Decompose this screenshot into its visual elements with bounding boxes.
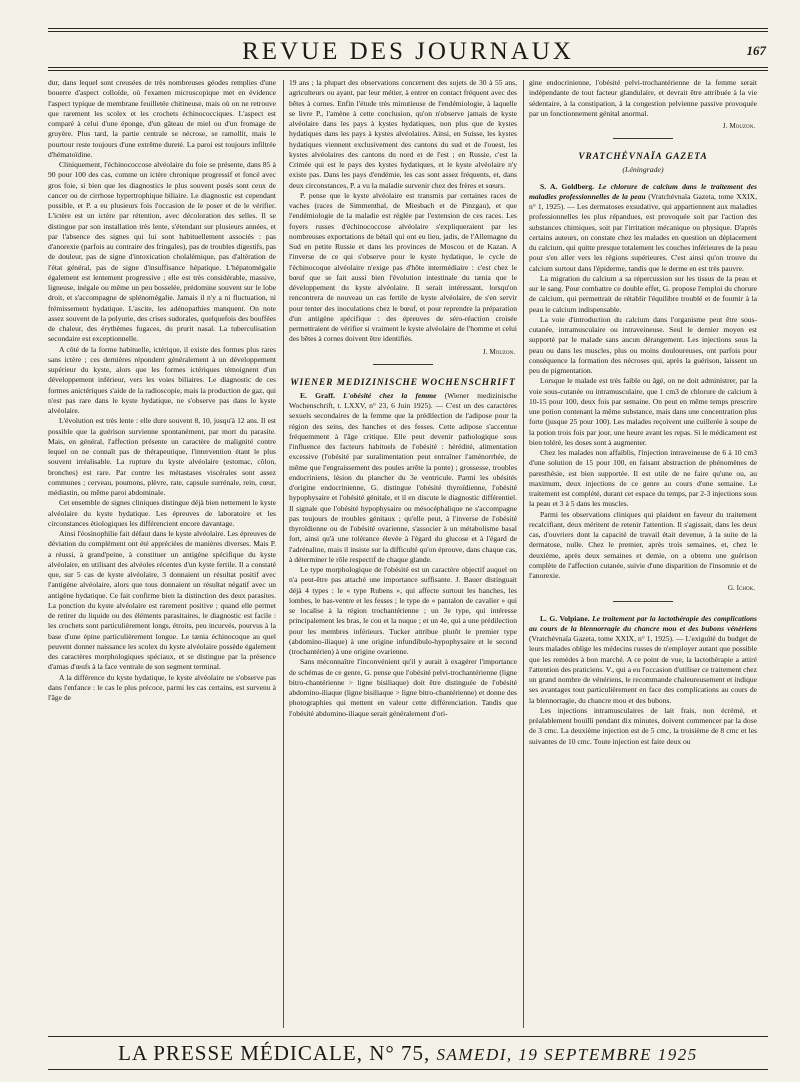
article-reference: (Vratchévnaïa Gazeta, tome XXIX, n° 1, 1925). [529, 634, 674, 643]
section-title: VRATCHÉVNAÏA GAZETA [578, 152, 708, 163]
paragraph: Ainsi l'éosinophilie fait défaut dans le kyste alvéolaire. Les épreuves de déviation du complément ont été appréciées de manières diverses. Mais P. a réussi, à grand'peine, à constituer un antigène spécifique du kyste alvéolaire, en utilisant des alvéoles récentes d'un kyste fertile. Il a constaté que, sur 5 cas de kyste alvéolaire, 3 donnaient un résultat positif avec l'antigène alvéolaire, alors que tous donnaient un résultat négatif avec un antigène hydatique. Ce fait confirme bien la distinction des deux parasites. La ponction du kyste alvéolaire est rarement positive ; quand elle permet de retirer du liquide ou des éléments parasitaires, le diagnostic est facile : les crochets sont particulièrement longs, étroits, peu incurvés, pourvus à la base d'une épine particulièrement longue. Le tænia échinocoque au quel peuvent donner naissance les scolex du kyste alvéolaire possède également des caractères morphologiques spéciaux, et se distingue par la présence d'amas d'œufs à la face ventrale de son segment terminal. [48, 529, 276, 672]
article-author: L. G. Volpiane. [540, 613, 590, 623]
paragraph: P. pense que le kyste alvéolaire est transmis par certaines races de vaches (races de Simmenthal, de Miesbach et de Pinzgau), et que l'endémiologie de la maladie est réglée par l'extension de ces races. Les foyers russes d'échinococcose alvéolaire s'expliqueraient par les nombreuses exportations de bétail qui ont eu lieu, jadis, de l'Allemagne du Sud en petite Russie et dans les provinces de Moscou et de Kazan. A l'inverse de ce qui s'observe pour le kyste hydatique, le cycle de l'échinocoque alvéolaire n'exige pas d'hôte intermédiaire : c'est chez le bœuf que se fait aussi bien l'évolution intestinale du tænia que le développement du kyste alvéolaire. Il serait intéressant, lorsqu'on rencontrera de nouveau un cas fertile de kyste alvéolaire, de s'en servir pour tenter des inoculations chez le bœuf, et pour reprendre la préparation d'un antigène spécifique : des épreuves de séro-réaction croisée permettraient de vérifier si vraiment le kyste alvéolaire de l'homme et celui des bêtes à cornes doivent être identifiés. [289, 190, 517, 344]
paragraph: Sans méconnaître l'inconvénient qu'il y aurait à exagérer l'importance de schémas de ce genre, G. pense que l'obésité pelvi-trochantérienne (ligne bitro-chantérienne > ligne bisiliaque) doit être distinguée de l'obésité abdomino-iliaque (ligne bisiliaque > ligne bitro-chantérienne) et donne des photographies qui mettent en valeur cette différenciation. Tandis que l'obésité abdomino-iliaque serait généralement d'ori- [289, 657, 517, 718]
article-intro: — C'est un des caractères sexuels secondaires de la femme que la prédilection de l'adipose pour la région des seins, des hanches et des fesses. Cette adipose s'accentue fréquemment à l'âge critique. Elle peut devenir pathologique sous l'influence des facteurs habituels de l'obésité : hérédité, alimentation excessive (l'obésité par suralimentation peut entraîner l'aménorrhée, de même que l'engraissement des poules arrête la ponte) ; grossesse, troubles endocriniens, lésion du plancher du 3e ventricule. Parmi les obésités d'origine endocrinienne, G. distingue l'obésité thyroïdienne, l'obésité hypophysaire et l'obésité génitale, et il en discute le diagnostic différentiel. Il signale que l'obésité hypophysaire ou mésocéphalique ne s'accompagne pas toujours de troubles génitaux ; qu'elle peut, à l'inverse de l'obésité thyroïdienne ou de l'obésité ovarienne, s'associer à un métabolisme basal fort, ainsi qu'à une tolérance élevée à l'égard du glucose et à l'égard de l'adrénaline, mais il insiste sur la difficulté qu'on éprouve, dans chaque cas, à déterminer le rôle respectif de chaque glande. [289, 401, 517, 564]
paragraph: La voie d'introduction du calcium dans l'organisme peut être sous-cutanée, intramusculaire ou intraveineuse. Seul le dernier moyen est supporté par le malade sans aucun dérangement. Les injections sous la peau ou dans les muscles, plus ou moins douloureuses, ont parfois pour conséquence la formation des nécroses qui, après la guérison, laissent un peu de pigmentation. [529, 314, 757, 375]
article-author: E. Graff. [300, 390, 335, 400]
header-rule-top [48, 28, 768, 29]
footer-date: SAMEDI, 19 SEPTEMBRE 1925 [436, 1045, 698, 1064]
footer [48, 1041, 768, 1066]
column-2 [289, 78, 517, 1030]
article-title: Le chlorure de calcium dans le traitement des maladies professionnelles de la peau [529, 181, 757, 201]
author-signature: J. Mouzon. [722, 122, 755, 130]
article-title: Le traitement par la lactothérapie des complications au cours de la blennorragie du chancre mou et des bubons vénériens [529, 613, 757, 633]
paragraph: Cet ensemble de signes cliniques distingue déjà bien nettement le kyste alvéolaire du kyste hydatique. Les épreuves de laboratoire et les circonstances étiologiques les différencient encore davantage. [48, 498, 276, 528]
article-intro: — Les dermatoses exsudative, qui appartiennent aux maladies professionnelles les plus répandues, est provoquée soit par l'action des substances chimiques, soit par l'irritation mécanique ou physique. D'après certains auteurs, on constate chez les malades en question un déplacement du calcium, qui quitte presque totalement les couches inférieures de la peau pour s'en aller vers les régions supérieures. C'est ainsi qu'on trouve du calcium surtout dans l'épiderme, tandis que le derme en est très pauvre. [529, 202, 757, 273]
column-1 [48, 78, 276, 1030]
paragraph: Parmi les observations cliniques qui plaident en faveur du traitement recalcifiant, deux méritent de retenir l'attention. Il s'agissait, dans les deux cas, d'ouvriers dont la capacité de travail était devenue, à la suite de la dermatose, nulle. Chez le premier, après trois semaines, et, chez le deuxième, après deux semaines et demie, on a obtenu une guérison complète de l'affection cutanée, suivie d'une disparition de l'insomnie et de l'anorexie. [529, 509, 757, 580]
article-reference: (Vratchévnaïa Gazeta, tome XXIX, n° 1, 1925). [529, 191, 757, 211]
journal-title: REVUE DES JOURNAUX [242, 38, 574, 65]
section-rule [613, 138, 673, 139]
header-rule-top-inner [48, 31, 768, 32]
article-paragraph [289, 391, 517, 565]
paragraph: La migration du calcium a sa répercussion sur les tissus de la peau et sur le sang. Pour combattre ce double effet, G. propose l'emploi du chorure de calcium, qui permettrait de rétablir l'équilibre troublé et de fournir à la peau le calcium indispensable. [529, 273, 757, 314]
column-divider-2 [523, 80, 524, 1028]
paragraph: 19 ans ; la plupart des observations concernent des sujets de 30 à 55 ans, agriculteurs ou ayant, par leur métier, à entrer en contact fréquent avec des bêtes à cornes. Enfin l'étude très minutieuse de l'endémiologie, à laquelle se livre P., l'amène à cette conclusion, qu'on n'observe jamais de kyste alvéolaire dans les pays à kystes hydatiques, non plus que de kystes hydatiques dans les pays à kystes alvéolaires. Ainsi, en Suisse, les kystes hydatiques viennent exclusivement des cantons du sud et de l'ouest, les kystes alvéolaires des cantons du nord et de l'est ; en Russie, c'est la Crimée qui est le pays des kystes hydatiques, et le kyste alvéolaire n'y existe pas. Dans les pays d'endémie, les cas sont assez fréquents, et, dans deux circonstances, P. a vu la maladie survenir chez des frères et sœurs. [289, 78, 517, 190]
article-title: L'obésité chez la femme [343, 390, 437, 400]
footer-rule-bottom [48, 1069, 768, 1070]
paragraph: Chez les malades non affaiblis, l'injection intraveineuse de 6 à 10 cm3 d'une solution de 15 pour 100, en faisant abstraction de phénomènes de paresthésie, est bien supportée. Il est utile de ne faire qu'une ou, au maximum, deux injections de ce genre au cours d'une semaine. Le traitement est complété, durant cet espace du temps, par 2-3 injections sous la peau et 3 à 5 dans les muscles. [529, 448, 757, 509]
paragraph: Le type morphologique de l'obésité est un caractère objectif auquel on n'a peut-être pas attaché une importance suffisante. J. Bauer distinguait déjà 4 types : le « type Rubens », qui affecte surtout les hanches, les lombes, le bas-ventre et les fesses ; le type de « pantalon de cavalier » qui se localise à la région trochantérienne ; un 3e type, qui intéresse principalement les bras, le cou et la nuque ; et un 4e, qui a une prédilection pour les membres inférieurs. Tucker attribue plutôt le premier type (abdomino-iliaque) à une origine infundibulo-hypophysaire et le second (trochantérien) à une origine ovarienne. [289, 565, 517, 656]
article-intro: — L'exiguïté du budget de leurs malades oblige les médecins russes de n'employer autant que possible que les remèdes à bon marché. A ce point de vue, la lactothérapie a attiré l'attention des praticiens. V., qui a eu l'occasion d'utiliser ce traitement chez un grand nombre de vénériens, le recommande chaleureusement et indique ses avantages tout particulièrement en face des complications au cours de la blennorragie, du chancre mou et des bubons. [529, 634, 757, 705]
paragraph: Cliniquement, l'échinococcose alvéolaire du foie se présente, dans 85 à 90 pour 100 des cas, comme un ictère chronique progressif et foncé avec gros foie, si bien que les diagnostics le plus souvent posés sont ceux de cancer ou de cirrhose hypertrophique biliaire. Le diagnostic est cependant possible, et P. a eu plusieurs fois l'occasion de le poser et de le vérifier. L'ictère est un ictère par rétention, avec décoloration des selles. Il se distingue par son installation très lente, s'étendant sur plusieurs années, et par l'absence des signes qui lui sont habituellement associés : pas d'anorexie (parfois au contraire des fringales), pas de troubles digestifs, pas de douleur, pas de signe d'intoxication cholalémique, pas d'altération de l'état général, pas de signe d'insuffisance hépatique. L'hépatomégalie également est lentement progressive ; elle est très considérable, massive, ligneuse, inégale ou même un peu bosselée, prédomine souvent sur le lobe droit, et s'accompagne de splénomégalie. Jamais il n'y a ni fluctuation, ni frémissement hydatique. L'ascite, les adénopathies manquent. On note assez souvent de la polyurie, des crises sudorales, quelquefois des bouffées de chaleur, des érythèmes fugaces, du prurit nasal. La tuberculisation secondaire est exceptionnelle. [48, 160, 276, 344]
paragraph: gine endocrinienne, l'obésité pelvi-trochantérienne de la femme serait indépendante de tout facteur glandulaire, et devrait être attribuée à la vie sédentaire, à la constipation, à la congestion pelvienne passive provoquée par un fonctionnement génital anormal. [529, 78, 757, 118]
footer-publication: LA PRESSE MÉDICALE, N° 75, [118, 1041, 431, 1065]
article-paragraph [529, 182, 757, 274]
author-signature: G. Ichok. [727, 584, 755, 593]
article-paragraph [529, 614, 757, 706]
section-title: WIENER MEDIZINISCHE WOCHENSCHRIFT [290, 377, 516, 388]
header-rule-bottom-inner [48, 70, 768, 71]
paragraph: dur, dans lequel sont creusées de très nombreuses géodes remplies d'une bouerre d'aspect colloïde, où l'examen microscopique met en évidence l'aspect typique de membrane feuilletée chitineuse, mais où on ne retrouve que rarement les scolex et les crochets échinococciques. L'aspect est comparé à celui d'une éponge, d'un gâteau de miel ou d'un fromage de gruyère. Plus tard, la partie centrale se nécrose, se ramollit, mais le pourtour reste toujours d'une extrême dureté. La paroi est toujours infiltrée d'hématoïdine. [48, 78, 276, 159]
section-subtitle: (Léningrade) [622, 165, 664, 175]
author-signature: J. Mouzon. [482, 347, 515, 356]
paragraph: A la différence du kyste hydatique, le kyste alvéolaire ne s'observe pas dans l'enfance : le cas le plus précoce, parmi les cas certains, est survenu à l'âge de [48, 672, 276, 702]
paragraph: A côté de la forme habituelle, ictérique, il existe des formes plus rares sans ictère ; ces dernières répondent généralement à un développement supérieur du kyste, alors que les formes ictériques témoignent d'un développement inférieur, vers les voies biliaires. Le diagnostic de ces formes anictériques s'aide de la radioscopie, mais la production de gaz, qui n'est pas rare dans le kyste hydatique, ne s'observe pas dans le kyste alvéolaire. [48, 344, 276, 415]
column-3 [529, 78, 757, 1030]
column-divider-1 [283, 80, 284, 1028]
article-author: S. A. Goldberg. [540, 181, 595, 191]
paragraph: L'évolution est très lente : elle dure souvent 8, 10, jusqu'à 12 ans. Il est possible que la guérison survienne spontanément, par mort du parasite. Mais, en général, l'affection présente un caractère de malignité contre lequel on ne connaît pas de thérapeutique, l'intervention étant le plus souvent irréalisable. La rupture du kyste alvéolaire (estomac, côlon, bronches) est rare. Par contre les métastases viscérales sont assez communes ; cerveau, poumons, plèvre, rate, capsule surrénale, rein, cœur, médiastin, ou même paroi abdominale. [48, 416, 276, 497]
section-rule [613, 601, 673, 602]
footer-rule-top [48, 1036, 768, 1037]
header-rule-bottom [48, 67, 768, 68]
article-reference: (Wiener medizinische Wochenschrift, t. LXXV, n° 23, 6 Juin 1925). [289, 390, 517, 410]
page-number: 167 [746, 43, 766, 58]
paragraph: Les injections intramusculaires de lait frais, non écrémé, et préalablement bouilli pendant dix minutes, doivent commencer par la dose de 3 cmc. La deuxième injection est de 5 cmc, la troisième de 8 cmc et les suivantes de 10 cmc. Toute injection est faite deux ou [529, 705, 757, 746]
paragraph: Lorsque le malade est très faible ou âgé, on ne doit administrer, par la voie sous-cutanée ou intramusculaire, que 1 cm3 de chlorure de calcium à 10-15 pour 100, deux fois par semaine. On peut en même temps prescrire une potion contenant la même substance, mais dans une concentration plus forte (jusque 25 pour 100). Les malades reçoivent une cuillerée à soupe de la potion trois fois par jour, une heure avant les repas. Si le médicament est bien toléré, les doses sont à augmenter. [529, 376, 757, 447]
section-rule [373, 364, 433, 365]
